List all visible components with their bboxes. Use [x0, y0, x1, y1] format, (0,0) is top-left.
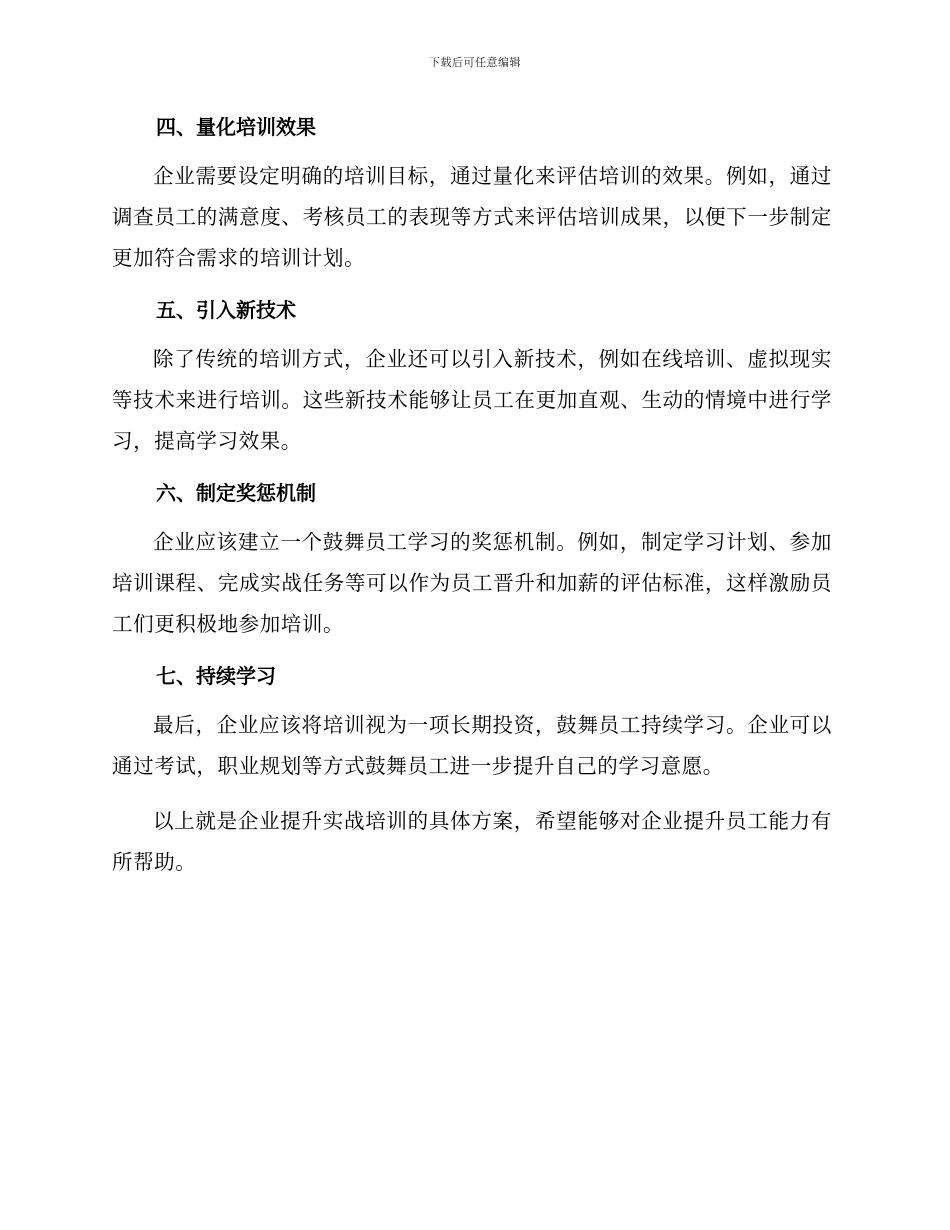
- document-body: [112, 110, 832, 897]
- section-heading: 六、制定奖惩机制: [156, 481, 316, 505]
- paragraph: 除了传统的培训方式，企业还可以引入新技术，例如在线培训、虚拟现实等技术来进行培训。这些新技术能够让员工在更加直观、生动的情境中进行学习，提高学习效果。: [112, 347, 832, 453]
- section-heading: 五、引入新技术: [156, 298, 296, 322]
- paragraph: 最后，企业应该将培训视为一项长期投资，鼓舞员工持续学习。企业可以通过考试，职业规划等方式鼓舞员工进一步提升自己的学习意愿。: [112, 713, 832, 778]
- section-new-technology: [112, 293, 832, 462]
- section-quantify-training: [112, 110, 832, 279]
- section-reward-punishment: [112, 476, 832, 645]
- section-heading: 四、量化培训效果: [156, 115, 316, 139]
- page-header-note: 下载后可任意编辑: [429, 56, 521, 69]
- paragraph: 企业需要设定明确的培训目标，通过量化来评估培训的效果。例如，通过调查员工的满意度、考核员工的表现等方式来评估培训成果，以便下一步制定更加符合需求的培训计划。: [112, 164, 832, 270]
- section-continuous-learning: [112, 659, 832, 883]
- closing-paragraph: 以上就是企业提升实战培训的具体方案，希望能够对企业提升员工能力有所帮助。: [112, 809, 832, 874]
- paragraph: 企业应该建立一个鼓舞员工学习的奖惩机制。例如，制定学习计划、参加培训课程、完成实战任务等可以作为员工晋升和加薪的评估标准，这样激励员工们更积极地参加培训。: [112, 530, 832, 636]
- section-heading: 七、持续学习: [156, 664, 276, 688]
